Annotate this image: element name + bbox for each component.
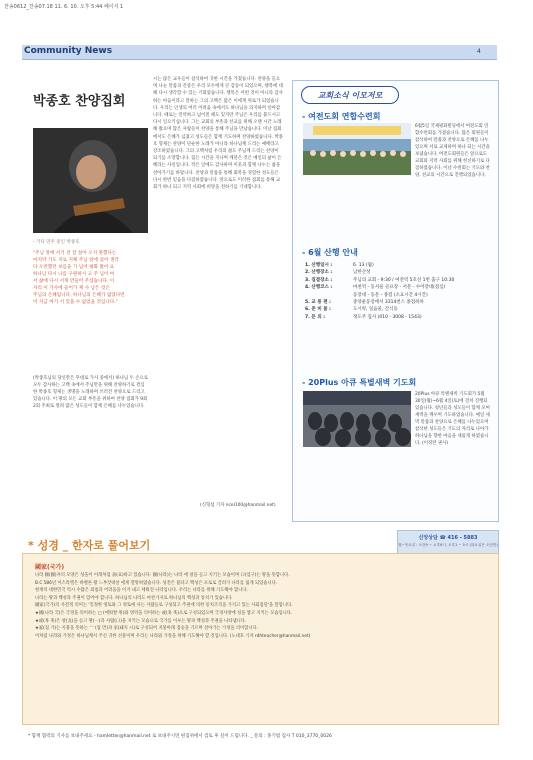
- footer-note: * 함께 협력의 기사를 보내주세요 - hamletter@hanmail.net 로 보내주시면 편집위에서 검토 후 실어 드립니다. _ 문의 : 홍기범 집사 T 010_3770_0026: [28, 734, 332, 739]
- bible-section-box: [22, 553, 499, 725]
- section-title: Community News: [24, 46, 113, 56]
- bible-line: ★家(집 가)는 지붕을 뜻하는 宀 (집 면)과 豕(돼지 시)로 구성되어 지붕아래 짐승을 기르며 살아가는 가정을 의미합니다.: [35, 626, 258, 632]
- quote-line: 하나님 다시 나를 구원하시 고 주 님이 여: [33, 272, 115, 277]
- schedule-label: 5. 교 통 편 :: [305, 300, 331, 306]
- prayer-photo-image: [303, 391, 411, 447]
- news-text-retreat: 6월5일 국제평화빌딩에서 여전도회 연합수련회를 가졌습니다. 많은 회원들이 참석하여 말씀과 찬양으로 은혜를 나누었으며 서로 교제하며 하나 되는 시간을 보냈습니다. 여전도회원들은 앞으로도 교회와 지역 사회를 위해 헌신하기로 다짐하였습니다. 이날 수련회는 기도와 찬양, 친교의 시간으로 진행되었습니다.: [415, 124, 490, 178]
- schedule-value: 마천역 - 동서울 골프장 - 서문 - 수어장대(점심): [353, 285, 446, 291]
- schedule-value: 6. 13 (월): [353, 263, 374, 268]
- news-title-prayer: - 20Plus 아큐 특별새벽 기도회: [302, 378, 417, 387]
- bible-line: 國家(국가)의 사전적 의미는 '일정한 영토와 그 영토에 사는 사람들로 구성되고 주권에 의한 통치조직을 가지고 있는 사회집단'을 말합니다.: [35, 603, 293, 609]
- counsel-phone: 신앙상담 ☎ 416 - 5883: [418, 535, 478, 541]
- quote-block: [33, 250, 148, 306]
- quote-line: 마지막 기도 지로 지체 주님 앞에 섰어 생각: [33, 258, 119, 263]
- quote-line: 다 오만했던 보름을 가 넘어 평화 왔어 요: [33, 265, 115, 270]
- bible-line: 이처럼 나라와 가정은 하나님께서 주신 귀한 선물이며 우리는 나라와 가정을 위해 기도해야 할 것입니다. (노대호 기자 rdhteacher@hanmail.net): [35, 633, 311, 639]
- bible-section-heading: 國家(국가): [35, 564, 65, 571]
- schedule-value: 중앙운동장에서 3314번스 종점하차: [353, 300, 424, 306]
- page-number: 4: [477, 48, 481, 55]
- quote-line: 자리 이 가사에 들어가 제 사 남은 것은: [33, 286, 110, 291]
- schedule-row: [305, 299, 490, 306]
- news-title-hiking: - 6월 산행 안내: [302, 248, 358, 257]
- bible-line: 현재의 대한민국 역시 수많은 외침과 어려움을 이겨 내고 세워진 나라입니다. 우리는 나라를 위해 기도해야 합니다.: [35, 588, 248, 594]
- schedule-label: 7. 문 의 :: [305, 314, 326, 320]
- schedule-label: 2. 산행장소 :: [305, 270, 333, 276]
- prayer-photo: [303, 391, 411, 447]
- bible-line: ★或(혹 혹)은 창(戈)을 들고 땅(一)과 사람(口)을 지키는 모습으로 국가를 이루는 땅과 백성과 주권을 나타냅니다.: [35, 618, 247, 624]
- feature-title: 박종호 찬양집회: [33, 94, 126, 109]
- hiking-schedule: [305, 262, 490, 321]
- schedule-row: [305, 306, 490, 313]
- schedule-label: 6. 준 비 물 :: [305, 307, 331, 313]
- schedule-row: [305, 277, 490, 284]
- schedule-value: 동장대 - 동문 - 종점 (소요시간 4시간): [353, 292, 428, 298]
- schedule-row: [305, 269, 490, 276]
- byline: (신형섭 기자 ncel100@hanmail.net): [200, 503, 276, 508]
- quote-line: "주님 앞에 서기 전 잘 살아 오지 못했다는: [33, 251, 117, 256]
- bible-line: ★國(나라 국)은 국경을 의미하는 □ (에워쌀 위)와 영역을 의미하는 或(혹 혹)으로 구성되었으며 국경사방에 성을 쌓고 지키는 모습입니다.: [35, 610, 293, 616]
- schedule-value: 정도주 집사 (010 - 3008 - 1543): [353, 314, 422, 320]
- bible-line: B.C 586년 이스라엘은 바벨론 왕 느부갓네살 에게 멸망하였습니다. 성전은 불타고 백성은 포로로 끌려가 나라를 잃게 되었습니다.: [35, 580, 278, 586]
- schedule-row: [305, 292, 490, 299]
- schedule-label: 4. 산행코스 :: [305, 285, 333, 291]
- singer-photo-image: [33, 128, 148, 233]
- bible-line: 나라는 땅과 백성과 주권이 있어야 합니다. 하나님의 나라도 마찬가지로 하나님의 백성과 통치가 있습니다.: [35, 595, 233, 601]
- schedule-row: [305, 284, 490, 291]
- news-title-retreat: - 여전도회 연합수련회: [302, 112, 381, 121]
- quote-line: 이 지금 여기 서 있을 수 없었을 것입니다.": [33, 300, 118, 305]
- bible-line: 나라 國(國)자의 모양은 성을이 이래처럼 表(표)하고 있습니다. 國(나라)는 나라 에 창을 들고 지키는 모습이며 口(입구)는 땅을 뜻합니다.: [35, 573, 290, 578]
- counsel-hours: 월~목요일 : 오전9 ~ 오후6시, 오후1 ~ 5시 (화요일은 오전만): [398, 543, 498, 547]
- retreat-photo-image: [303, 123, 411, 175]
- quote-line: 서 삶에 다시 서게 만들어 주셨습니다. 이: [33, 279, 115, 284]
- schedule-label: [305, 292, 353, 299]
- schedule-value: 주님의 교회 - 9:30 / 여전역 5호선 1번 출구 10:30: [353, 277, 455, 283]
- intro-text: (박종호님의 당신만은 무대로 가사 중에서) 하나님 두 손으로 모두 감사하는 고백 속에서 주님만을 위해 찬양하기로 결심한 박종호 형제는 생명을 노래하며 쓰러진 찬양으로 드리고 있습니다. 이 땅의 모든 교회 부흥을 위하여 찬양 집회가 9회 2회 주최로 열려 많은 성도들이 함께 은혜를 나누었습니다.: [33, 376, 148, 409]
- church-news-header: 교회소식 이모저모: [301, 86, 399, 104]
- article-body: 시는 많은 교우들이 참석하여 귀한 시간을 가졌습니다. 찬양을 들으며 나눈 말씀과 간증은 우리 모두에게 큰 감동이 되었으며, 행복에 대해 다시 생각할 수 있는 기회였습니다. 행복은 어떤 것이 아니라 감사하는 마음이라고 말하는 그의 고백은 많은 이에게 위로가 되었습니다. 우리는 인생의 여러 어려움 속에서도 하나님을 의지하며 살아갑니다. 때로는 연약하고 넘어질 때도 있지만 주님은 우리를 붙드시고 다시 일으키십니다. 그는 교회의 부흥과 선교를 위해 오랜 시간 노래해 왔으며 많은 사람들이 찬양을 통해 주님을 만났습니다. 이날 집회에서도 은혜가 넘쳤고 성도들은 함께 기도하며 찬양하였습니다. 박종호 형제는 찬양이 단순한 노래가 아니라 하나님께 드리는 예배라고 강조하였습니다. 그의 고백처럼 우리의 삶도 주님께 드리는 찬양이 되기를 소망합니다. 힘든 시간을 지나며 깨달은 것은 매일의 삶이 은혜라는 사실입니다. 작은 일에도 감사하며 이웃과 함께 나누는 삶을 살아가기를 바랍니다. 찬양과 말씀을 통해 회복을 경험한 성도들은 다시 한번 믿음을 다짐하였습니다. 앞으로도 이러한 집회를 통해 교회가 하나 되고 지역 사회에 희망을 전하기를 기대합니다.: [153, 77, 283, 191]
- print-header: 찬송0612_찬송07.18 11. 6. 10. 오후 5:44 페이지 1: [4, 4, 124, 10]
- schedule-value: 도시락, 일음물, 간식등: [353, 307, 398, 313]
- counsel-box: [397, 530, 499, 554]
- schedule-value: 남한산성: [353, 270, 371, 276]
- schedule-label: 1. 산행일시 :: [305, 263, 333, 268]
- bible-section-body: [35, 572, 487, 640]
- quote-line: 주님의 은혜입니다. 하나님의 은혜가 없었다면: [33, 293, 125, 298]
- news-text-prayer: 20Plus 아큐 특별새벽 기도회가 5월 30일(월)~6월 4일(토)에 걸쳐 진행되었습니다. 청년들과 성도들이 함께 모여 새벽을 깨우며 기도하였습니다. 매일 새벽 말씀과 찬양으로 은혜를 나누었으며 참석한 성도들은 기도의 자리로 나아가 하나님을 향한 마음을 새롭게 하였습니다. (이정란 권사): [415, 392, 490, 446]
- photo-caption: - 기타 연주 중인 박종호: [33, 240, 80, 245]
- schedule-row: [305, 314, 490, 321]
- retreat-photo: [303, 123, 411, 175]
- schedule-row: [305, 262, 490, 269]
- schedule-label: 3. 집결장소 :: [305, 277, 333, 283]
- church-news-box: [292, 80, 499, 522]
- bible-section-title: * 성경 _ 한자로 풀어보기: [28, 539, 151, 552]
- singer-photo: [33, 128, 148, 233]
